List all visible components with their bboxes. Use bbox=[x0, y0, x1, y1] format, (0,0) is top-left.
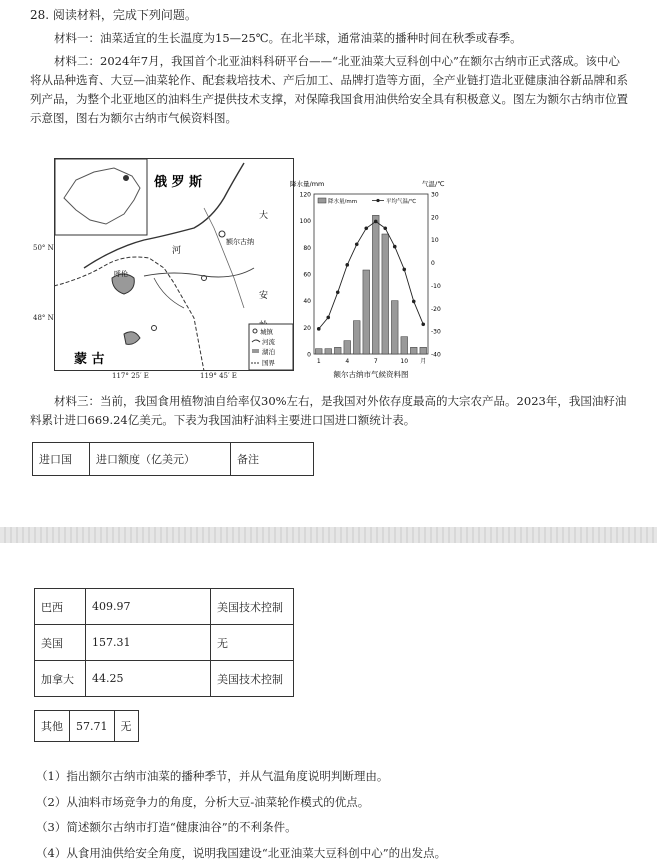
precip-bar bbox=[401, 337, 408, 354]
temp-point bbox=[317, 327, 321, 331]
table-row bbox=[35, 711, 139, 742]
table-row bbox=[35, 625, 294, 661]
sub-question-2: （2）从油料市场竞争力的角度，分析大豆-油菜轮作模式的优点。 bbox=[36, 795, 370, 809]
label-he: 河 bbox=[172, 246, 182, 256]
temp-point bbox=[421, 322, 425, 326]
y-axis-label: 降水量/mm bbox=[290, 180, 325, 188]
plot-frame bbox=[314, 194, 428, 354]
import-table-other bbox=[34, 710, 139, 742]
cell-amount: 157.31 bbox=[86, 625, 211, 661]
material-3: 材料三：当前，我国食用植物油自给率仅30%左右，是我国对外依存度最高的大宗农产品。2023年，我国油籽油料累计进口669.24亿美元。下表为我国油籽油料主要进口国进口额统计表。 bbox=[30, 394, 627, 427]
label-erguna: 额尔古纳 bbox=[226, 238, 254, 246]
y-tick-label: 20 bbox=[303, 324, 311, 332]
inset-marker bbox=[123, 175, 129, 181]
cell-amount: 409.97 bbox=[86, 589, 211, 625]
label-hulun: 呼伦 bbox=[114, 270, 128, 278]
svg-text:城镇: 城镇 bbox=[260, 328, 273, 336]
question-title: 28. 阅读材料，完成下列问题。 bbox=[30, 8, 197, 22]
temp-point bbox=[336, 290, 340, 294]
temp-point bbox=[383, 226, 387, 230]
legend-marker-temp bbox=[376, 199, 379, 202]
lat-label-50: 50° N bbox=[33, 244, 54, 252]
cell-amount: 57.71 bbox=[70, 711, 115, 742]
cell-amount: 44.25 bbox=[86, 661, 211, 697]
label-an: 安 bbox=[259, 291, 269, 301]
temp-point bbox=[393, 245, 397, 249]
cell-country: 美国 bbox=[35, 625, 86, 661]
svg-text:河流: 河流 bbox=[262, 338, 275, 346]
temp-point bbox=[374, 220, 378, 224]
temp-point bbox=[326, 316, 330, 320]
y2-tick-label: -10 bbox=[431, 282, 441, 290]
precip-bar bbox=[420, 347, 427, 354]
precip-bar bbox=[410, 347, 417, 354]
x-tick-label: 月 bbox=[420, 358, 427, 365]
y2-axis-label: 气温/℃ bbox=[422, 180, 445, 188]
y2-tick-label: 20 bbox=[431, 214, 439, 222]
header-country: 进口国 bbox=[33, 443, 90, 476]
y-tick-label: 80 bbox=[303, 244, 311, 252]
svg-text:湖泊: 湖泊 bbox=[262, 348, 275, 356]
import-table-header bbox=[32, 442, 314, 476]
lon-label-117: 117° 25′ E bbox=[112, 372, 149, 380]
table-row bbox=[35, 589, 294, 625]
x-tick-label: 7 bbox=[373, 358, 378, 365]
y2-tick-label: 0 bbox=[431, 260, 435, 268]
cell-note: 美国技术控制 bbox=[211, 661, 294, 697]
temp-point bbox=[345, 263, 349, 267]
y-tick-label: 60 bbox=[303, 271, 311, 279]
precip-bar bbox=[391, 301, 398, 354]
precip-bar bbox=[325, 349, 332, 354]
y-tick-label: 100 bbox=[299, 218, 311, 226]
y2-tick-label: -40 bbox=[431, 351, 441, 359]
precip-bar bbox=[363, 270, 370, 354]
material-2: 材料二：2024年7月，我国首个北亚油料科研平台——“北亚油菜大豆科创中心”在额尔古纳市正式落成。该中心将从品种选育、大豆—油菜轮作、配套栽培技术、产后加工、品牌打造等方面，全产业链打造北亚健康油谷新品牌和系列产品，为整个北亚地区的油料生产提供技术支撑，对保障我国食用油供给安全具有积极意义。图左为额尔古纳市位置示意图，图右为额尔古纳市气候资料图。 bbox=[30, 54, 628, 125]
label-mongolia: 蒙 古 bbox=[74, 352, 105, 367]
svg-text:国界: 国界 bbox=[262, 359, 275, 367]
climate-chart bbox=[288, 172, 458, 392]
lat-label-48: 48° N bbox=[33, 314, 54, 322]
header-note: 备注 bbox=[231, 443, 314, 476]
precip-bar bbox=[344, 341, 351, 354]
label-russia: 俄 罗 斯 bbox=[154, 175, 203, 190]
y2-tick-label: -20 bbox=[431, 305, 441, 313]
sub-question-4: （4）从食用油供给安全角度，说明我国建设“北亚油菜大豆科创中心”的出发点。 bbox=[36, 846, 447, 860]
y-tick-label: 0 bbox=[307, 351, 311, 359]
cell-country: 其他 bbox=[35, 711, 70, 742]
temp-point bbox=[355, 242, 359, 246]
import-table bbox=[34, 588, 294, 697]
header-amount: 进口额度（亿美元） bbox=[90, 443, 231, 476]
cell-country: 加拿大 bbox=[35, 661, 86, 697]
legend-label-temp: 平均气温/℃ bbox=[386, 199, 417, 205]
x-tick-label: 4 bbox=[345, 358, 350, 365]
precip-bar bbox=[382, 234, 389, 354]
x-tick-label: 1 bbox=[316, 358, 321, 365]
cell-note: 无 bbox=[211, 625, 294, 661]
sub-question-1: （1）指出额尔古纳市油菜的播种季节，并从气温角度说明判断理由。 bbox=[36, 769, 389, 783]
legend-label-precip: 降水量/mm bbox=[328, 199, 358, 205]
temp-point bbox=[364, 226, 368, 230]
cell-note: 无 bbox=[114, 711, 138, 742]
precip-bar bbox=[315, 349, 322, 354]
y2-tick-label: -30 bbox=[431, 328, 441, 336]
sub-question-3: （3）简述额尔古纳市打造“健康油谷”的不利条件。 bbox=[36, 820, 297, 834]
y2-tick-label: 10 bbox=[431, 237, 439, 245]
precip-bar bbox=[372, 215, 379, 354]
page-separator bbox=[0, 527, 657, 543]
y2-tick-label: 30 bbox=[431, 191, 439, 199]
table-row bbox=[35, 661, 294, 697]
location-map bbox=[54, 158, 294, 371]
precip-bar bbox=[334, 347, 341, 354]
cell-note: 美国技术控制 bbox=[211, 589, 294, 625]
temp-point bbox=[402, 268, 406, 272]
temp-point bbox=[412, 300, 416, 304]
cell-country: 巴西 bbox=[35, 589, 86, 625]
lon-label-119: 119° 45′ E bbox=[200, 372, 237, 380]
x-tick-label: 10 bbox=[400, 358, 409, 365]
label-da: 大 bbox=[259, 211, 269, 221]
y-tick-label: 40 bbox=[303, 298, 311, 306]
y-tick-label: 120 bbox=[299, 191, 311, 199]
chart-title: 额尔古纳市气候资料图 bbox=[333, 370, 409, 379]
material-1: 材料一：油菜适宜的生长温度为15—25℃。在北半球，通常油菜的播种时间在秋季或春季。 bbox=[54, 31, 522, 45]
precip-bar bbox=[353, 321, 360, 354]
legend-swatch-precip bbox=[318, 198, 326, 203]
